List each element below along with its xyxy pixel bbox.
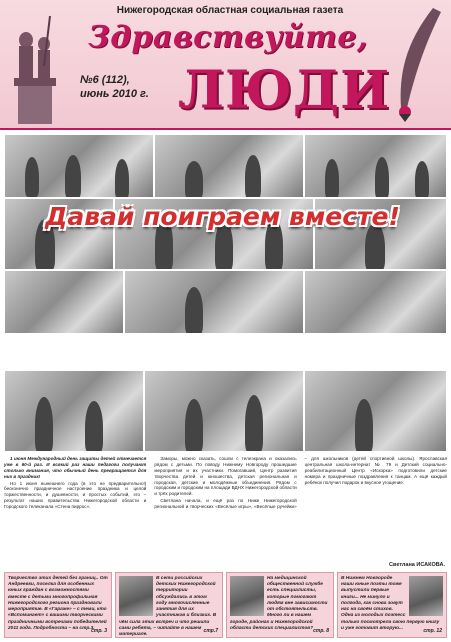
- article-paragraph: Но 1 июня нынешнего года (в это не предварительно!) бесконечно праздничное настроение праздника и целой торжественности, и душевности, и простых событий, это – результат наших правительства Нижегородской области и Городского телеканала «Стена пиррос».: [4, 480, 147, 509]
- teaser-text: В сети российских детских Нижегородской территории обсуждались в этом году многочисленные занятия для их участников и близких. В чём сила этих встреч и что решили сами ребята, – читайте в нашем материале.: [119, 576, 217, 638]
- photo-collage: [4, 134, 447, 452]
- newspaper-title-line2: ЛЮДИ: [178, 60, 391, 121]
- photo-top-left: [4, 134, 154, 198]
- quill-pen-icon: [385, 4, 447, 124]
- teaser-text: Творчество этих детей без границ.. От Андреевки, поселка для особенных юных граждан с возможностями вместе с детьми многопрофильная Нижегородского региона праздновали мероприятие. В «Гараже» – с теми, кто «Вспоминает» с вашими творческими праздничными встречами победителей 2011 года. Подробности – на стр.3.: [8, 576, 108, 631]
- newspaper-title-line1: Здравствуйте,: [88, 20, 368, 55]
- photo-bottom-left: [4, 370, 144, 452]
- teaser-page-ref: стр.7: [203, 627, 218, 634]
- teaser-box-4[interactable]: [337, 572, 447, 638]
- photo-top-right: [304, 134, 447, 198]
- newspaper-subtitle: Нижегородская областная социальная газета: [116, 5, 344, 16]
- collage-headline: Давай поиграем вместе!: [45, 202, 400, 231]
- teaser-text: В Нижнем Новгороде наши юные поэты тоже выпустили первые книги... Не минуло и полгода, как снова зовут нас на своём стихов. Одна из молодых поэтесс только посмотрела свою первую книгу и уже готовит вторую...: [341, 576, 440, 631]
- photo-lower-left: [4, 270, 124, 334]
- photo-bottom-center: [144, 370, 304, 452]
- teaser-page-ref: стр. 12: [423, 627, 442, 634]
- teaser-box-1[interactable]: [4, 572, 112, 638]
- teaser-photo: [119, 576, 153, 616]
- teaser-page-ref: стр. 3: [91, 627, 107, 634]
- teaser-box-3[interactable]: [226, 572, 334, 638]
- photo-lower-right: [304, 270, 447, 334]
- article-lead: 1 июня Международный день защиты детей отмечается уже в 60-й раз. И всякий раз наши педагоги получают столько внимания, что обычный день превращается для них в праздник!: [4, 456, 147, 479]
- issue-info: [80, 74, 172, 102]
- monument-icon: [4, 6, 64, 124]
- article-paragraph: Заморы, можно сказать, сошли с телеэкрана и оказались рядом с детьми. По поводу Нижнему Новгороду прошедшие мероприятия и их участники. Помогавший, Центр развития творчества детей и юношества, детская региональная и городская, детские и молодёжные объединения. Рядом с городским и городским на площади ВДНХ Нижегородской области и трёх родителей.: [154, 456, 297, 497]
- article-author: Светлана ИСАКОВА.: [389, 562, 445, 568]
- teaser-page-ref: стр. 8: [313, 627, 329, 634]
- masthead: [0, 0, 451, 130]
- article-paragraph: Светлана начала, и ещё раз по Ниже Нижегородской региональной и творческих «Весёлые игры», «Весёлые ручейки» – для школьников (детей спортивной школы). Ярославская центральная школа-интернат № 79 и Детский социально-реабилитационный Центр «Искорка» подготовили детские номера и праздничные поздравления к танцам. А ещё каждый ребёнок получил подарок и вкусное угощение.: [154, 456, 447, 509]
- photo-lower-center: [124, 270, 304, 334]
- teaser-photo: [230, 576, 264, 616]
- photo-bottom-right: [304, 370, 447, 452]
- issue-number: №6 (112),: [80, 74, 130, 86]
- teaser-text: На медицинской общественной службе есть специалисты, которые помогают людям вне зависимости от обстоятельств. Много ли в нашем городе, районах и Нижегородской области детских специалистов?: [230, 576, 328, 631]
- teaser-box-2[interactable]: [115, 572, 223, 638]
- photo-top-center: [154, 134, 304, 198]
- issue-date: июнь 2010 г.: [80, 87, 149, 100]
- teaser-photo: [409, 576, 443, 616]
- main-article: [4, 456, 447, 566]
